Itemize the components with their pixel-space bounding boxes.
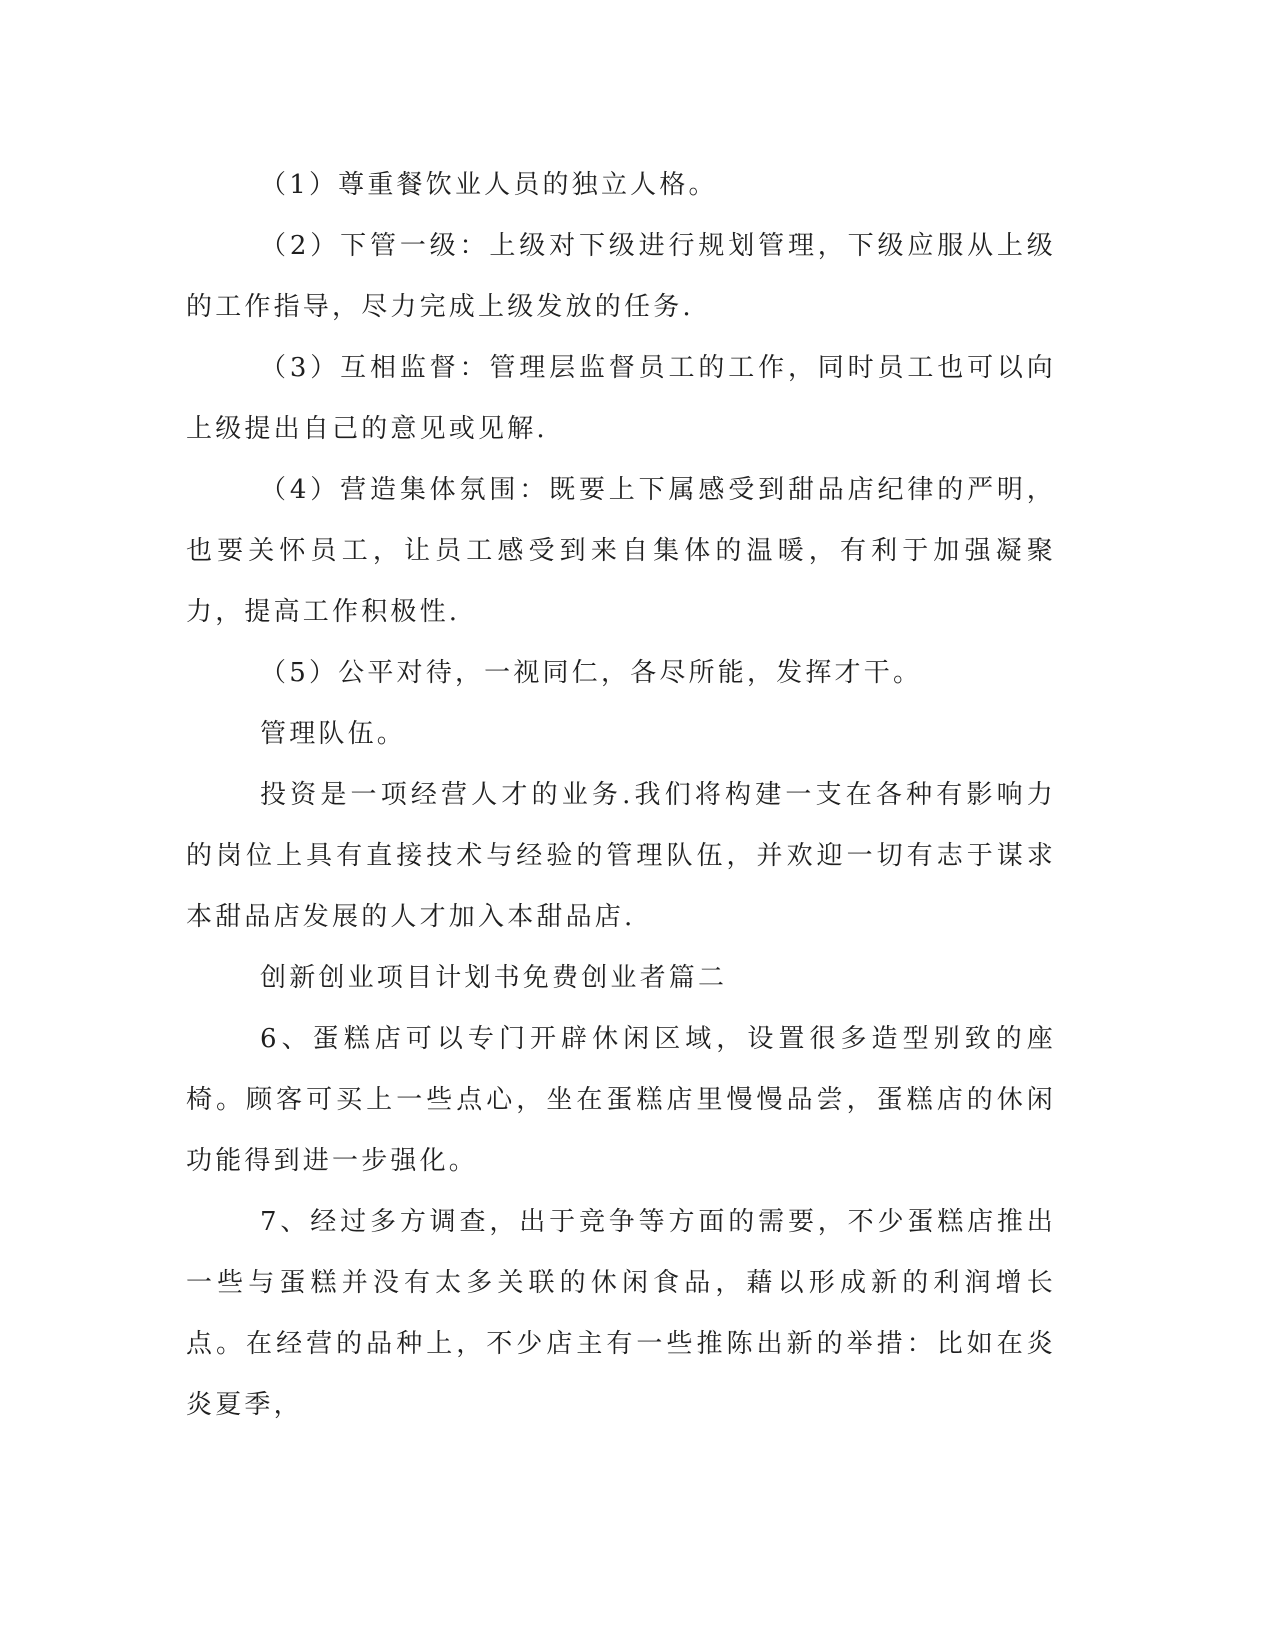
section-heading-team: 管理队伍。 — [260, 719, 407, 749]
document-body — [186, 155, 1056, 1436]
paragraph-rule-3: （3）互相监督：管理层监督员工的工作，同时员工也可以向上级提出自己的意见或见解. — [186, 353, 1056, 444]
section-heading-part-two: 创新创业项目计划书免费创业者篇二 — [260, 963, 728, 993]
paragraph-rule-2: （2）下管一级：上级对下级进行规划管理，下级应服从上级的工作指导，尽力完成上级发放的任务. — [186, 231, 1056, 322]
paragraph-investment: 投资是一项经营人才的业务.我们将构建一支在各种有影响力的岗位上具有直接技术与经验的管理队伍，并欢迎一切有志于谋求本甜品店发展的人才加入本甜品店. — [186, 780, 1056, 932]
paragraph-item-6: 6、蛋糕店可以专门开辟休闲区域，设置很多造型别致的座椅。顾客可买上一些点心，坐在蛋糕店里慢慢品尝，蛋糕店的休闲功能得到进一步强化。 — [186, 1024, 1056, 1176]
paragraph-item-7: 7、经过多方调查，出于竞争等方面的需要，不少蛋糕店推出一些与蛋糕并没有太多关联的休闲食品，藉以形成新的利润增长点。在经营的品种上，不少店主有一些推陈出新的举措：比如在炎炎夏季， — [186, 1207, 1056, 1420]
paragraph-rule-4: （4）营造集体氛围：既要上下属感受到甜品店纪律的严明，也要关怀员工，让员工感受到来自集体的温暖，有利于加强凝聚力，提高工作积极性. — [186, 475, 1056, 627]
paragraph-rule-1: （1）尊重餐饮业人员的独立人格。 — [260, 170, 718, 200]
paragraph-rule-5: （5）公平对待，一视同仁，各尽所能，发挥才干。 — [260, 658, 923, 688]
